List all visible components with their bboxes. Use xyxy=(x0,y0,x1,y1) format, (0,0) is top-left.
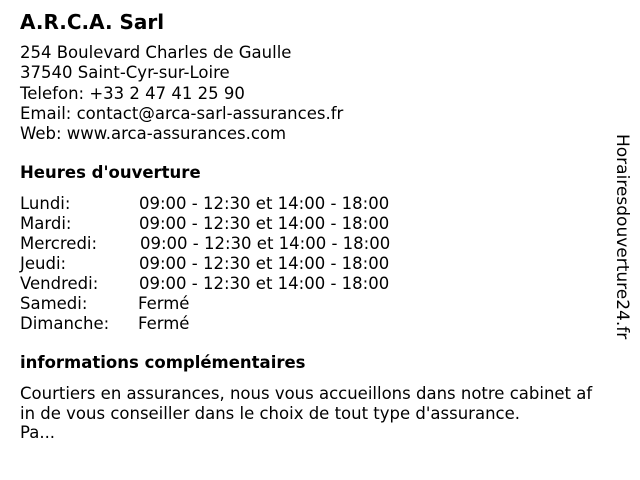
additional-info-line: Pa... xyxy=(20,423,56,442)
address-email: Email: contact@arca-sarl-assurances.fr xyxy=(20,104,344,123)
hours-day-label: Dimanche: xyxy=(20,314,110,333)
hours-day-label: Jeudi: xyxy=(20,254,67,273)
hours-time-value: 09:00 - 12:30 et 14:00 - 18:00 xyxy=(139,274,390,293)
hours-row-monday xyxy=(20,194,440,214)
hours-row-tuesday xyxy=(20,214,440,234)
company-title: A.R.C.A. Sarl xyxy=(20,10,165,34)
opening-hours-heading: Heures d'ouverture xyxy=(20,163,201,182)
additional-info-heading: informations complémentaires xyxy=(20,353,306,372)
hours-row-sunday xyxy=(20,314,440,334)
additional-info-line: in de vous conseiller dans le choix de tout type d'assurance. xyxy=(20,404,521,423)
address-web: Web: www.arca-assurances.com xyxy=(20,124,287,143)
hours-row-saturday xyxy=(20,294,440,314)
address-phone: Telefon: +33 2 47 41 25 90 xyxy=(20,84,245,103)
hours-time-value: 09:00 - 12:30 et 14:00 - 18:00 xyxy=(139,254,390,273)
address-city: 37540 Saint-Cyr-sur-Loire xyxy=(20,63,230,82)
hours-time-value: 09:00 - 12:30 et 14:00 - 18:00 xyxy=(139,194,390,213)
hours-row-thursday xyxy=(20,254,440,274)
hours-row-friday xyxy=(20,274,440,294)
hours-day-label: Mardi: xyxy=(20,214,72,233)
hours-time-value: 09:00 - 12:30 et 14:00 - 18:00 xyxy=(140,234,391,253)
address-street: 254 Boulevard Charles de Gaulle xyxy=(20,43,292,62)
additional-info-line: Courtiers en assurances, nous vous accueillons dans notre cabinet af xyxy=(20,384,593,403)
hours-time-value: Fermé xyxy=(138,294,190,313)
hours-time-value: Fermé xyxy=(138,314,190,333)
hours-day-label: Vendredi: xyxy=(20,274,99,293)
watermark-text: Horairesdouverture24.fr xyxy=(612,134,632,340)
hours-day-label: Mercredi: xyxy=(20,234,98,253)
hours-day-label: Samedi: xyxy=(20,294,88,313)
hours-row-wednesday xyxy=(20,234,440,254)
hours-day-label: Lundi: xyxy=(20,194,71,213)
hours-time-value: 09:00 - 12:30 et 14:00 - 18:00 xyxy=(139,214,390,233)
